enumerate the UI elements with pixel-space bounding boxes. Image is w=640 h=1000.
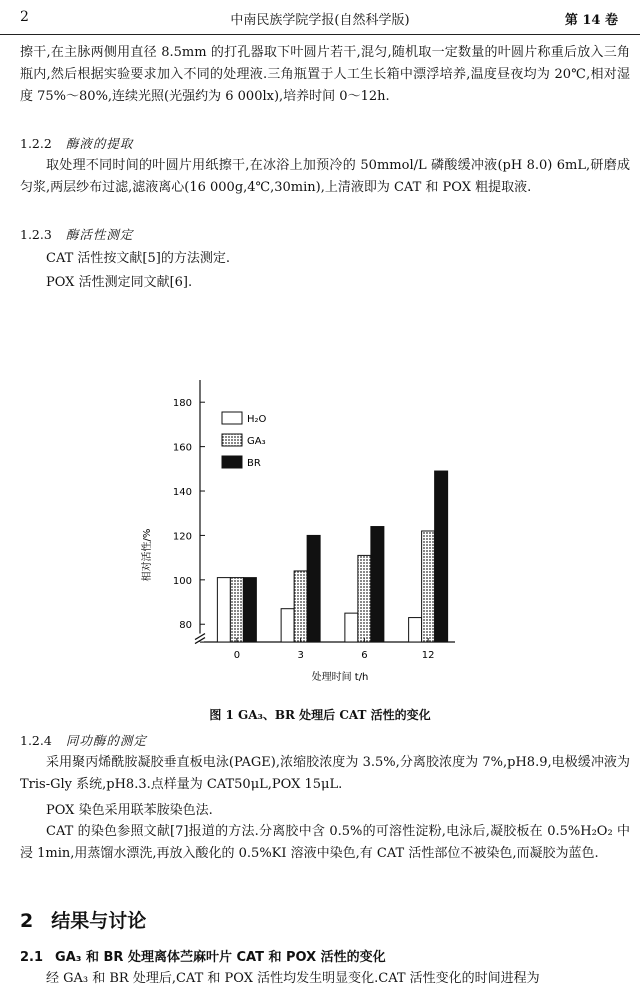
y-tick-label: 120 <box>172 531 192 543</box>
pox-method-line: POX 活性测定同文献[6]. <box>46 275 193 290</box>
y-tick-label: 160 <box>172 442 192 454</box>
x-tick-label: 6 <box>361 650 368 661</box>
y-axis-label: 相对活性/% <box>142 528 153 582</box>
y-tick-label: 180 <box>172 398 192 410</box>
x-axis-label: 处理时间 t/h <box>311 672 369 683</box>
cat-stain-paragraph: CAT 的染色参照文献[7]报道的方法.分离胶中含 0.5%的可溶性淀粉,电泳后,凝胶板在 0.5%H₂O₂ 中浸 1min,用蒸馏水漂洗,再放入酸化的 0.5%KI 溶液中染色,有 CAT 活性部位不被染色,而凝胶为蓝色. <box>20 824 630 861</box>
legend-label: BR <box>247 458 261 469</box>
journal-title: 中南民族学院学报(自然科学版) <box>230 13 410 28</box>
legend-swatch <box>222 456 242 468</box>
cat-activity-chart <box>0 370 640 690</box>
y-tick-label: 80 <box>179 620 192 632</box>
bar-H₂O-3 <box>281 609 294 642</box>
section-number: 2.1 <box>20 950 44 965</box>
bar-H₂O-0 <box>217 578 230 642</box>
legend-swatch <box>222 434 242 446</box>
section-2-1-heading <box>20 946 386 965</box>
bar-GA₃-12 <box>422 531 435 642</box>
x-tick-label: 3 <box>297 650 304 661</box>
section-1-2-3-heading <box>20 225 133 243</box>
intro-paragraph: 擦干,在主脉两侧用直径 8.5mm 的打孔器取下叶圆片若干,混匀,随机取一定数量的叶圆片称重后放入三角瓶内,然后根据实验要求加入不同的处理液.三角瓶置于人工生长箱中漂浮培养,温度昼夜均为 20℃,相对湿度 75%～80%,连续光照(光强约为 6 000lx),培养时间 0～12h. <box>20 45 630 104</box>
figure-caption: 图 1 GA₃、BR 处理后 CAT 活性的变化 <box>209 708 431 722</box>
bar-GA₃-3 <box>294 571 307 642</box>
legend-swatch <box>222 412 242 424</box>
bar-GA₃-0 <box>230 578 243 642</box>
section-number: 2 <box>20 910 34 932</box>
results-paragraph: 经 GA₃ 和 BR 处理后,CAT 和 POX 活性均发生明显变化.CAT 活性变化的时间进程为 <box>46 971 540 986</box>
section-title: 同功酶的测定 <box>65 733 147 748</box>
page-method-paragraph: 采用聚丙烯酰胺凝胶垂直板电泳(PAGE),浓缩胶浓度为 3.5%,分离胶浓度为 7%,pH8.9,电极缓冲液为 Tris-Gly 系统,pH8.3.点样量为 CAT50μL,POX 15μL. <box>20 755 630 792</box>
volume-label: 第 14 卷 <box>564 13 618 28</box>
extraction-paragraph: 取处理不同时间的叶圆片用纸擦干,在冰浴上加预冷的 50mmol/L 磷酸缓冲液(pH 8.0) 6mL,研磨成匀浆,两层纱布过滤,滤液离心(16 000g,4℃,30min),上清液即为 CAT 和 POX 粗提取液. <box>20 158 630 195</box>
legend-label: H₂O <box>247 414 267 425</box>
section-number: 1.2.4 <box>20 733 52 748</box>
section-title: 酶活性测定 <box>65 227 134 242</box>
bar-GA₃-6 <box>358 555 371 642</box>
y-tick-label: 140 <box>172 487 192 499</box>
bar-H₂O-12 <box>409 618 422 642</box>
section-title: GA₃ 和 BR 处理离体苎麻叶片 CAT 和 POX 活性的变化 <box>55 950 386 965</box>
bar-BR-12 <box>435 471 448 642</box>
y-tick-label: 100 <box>172 575 192 587</box>
chart-legend <box>222 412 267 469</box>
bar-BR-0 <box>243 578 256 642</box>
page-number: 2 <box>20 9 29 25</box>
x-tick-label: 12 <box>421 650 435 661</box>
running-header <box>0 0 640 35</box>
section-2-heading <box>20 906 146 933</box>
section-number: 1.2.2 <box>20 136 52 151</box>
section-1-2-4-heading <box>20 731 147 749</box>
section-title: 酶液的提取 <box>65 136 134 151</box>
pox-stain-line: POX 染色采用联苯胺染色法. <box>46 803 213 818</box>
legend-label: GA₃ <box>247 436 266 447</box>
cat-method-line: CAT 活性按文献[5]的方法测定. <box>46 251 230 266</box>
section-number: 1.2.3 <box>20 227 52 242</box>
section-1-2-2-heading <box>20 134 133 152</box>
bar-BR-3 <box>307 535 320 642</box>
x-tick-label: 0 <box>233 650 241 661</box>
bar-H₂O-6 <box>345 613 358 642</box>
chart-bars <box>217 471 447 642</box>
section-title: 结果与讨论 <box>51 910 147 932</box>
bar-BR-6 <box>371 527 384 642</box>
